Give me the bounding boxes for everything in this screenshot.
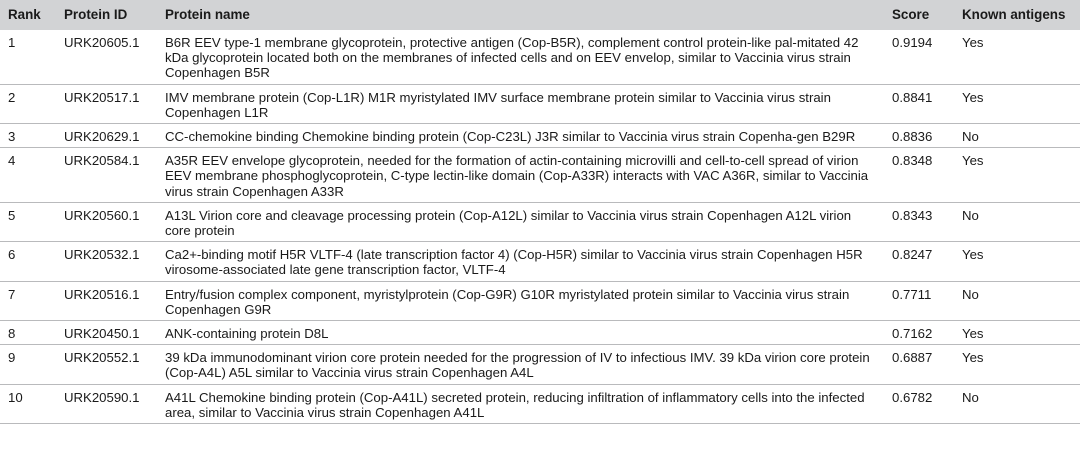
cell-known-antigen: Yes [954, 30, 1080, 84]
cell-rank: 1 [0, 30, 56, 84]
cell-known-antigen: No [954, 202, 1080, 241]
cell-protein-name: CC-chemokine binding Chemokine binding protein (Cop-C23L) J3R similar to Vaccinia virus strain Copenha-gen B29R [157, 124, 884, 148]
cell-protein-name: 39 kDa immunodominant virion core protein needed for the progression of IV to infectious IMV. 39 kDa virion core protein (Cop-A4L) A5L similar to Vaccinia virus strain Copenhagen A4L [157, 345, 884, 384]
cell-score: 0.9194 [884, 30, 954, 84]
cell-score: 0.7162 [884, 321, 954, 345]
table-row [0, 281, 1080, 320]
cell-rank: 5 [0, 202, 56, 241]
cell-protein-id: URK20584.1 [56, 148, 157, 203]
table-row [0, 384, 1080, 423]
header-protein-name: Protein name [165, 7, 250, 23]
cell-score: 0.8348 [884, 148, 954, 203]
cell-rank: 7 [0, 281, 56, 320]
header-protein-id: Protein ID [64, 7, 128, 23]
cell-rank: 3 [0, 124, 56, 148]
cell-known-antigen: Yes [954, 321, 1080, 345]
table-row [0, 30, 1080, 84]
cell-protein-id: URK20552.1 [56, 345, 157, 384]
cell-protein-name: A35R EEV envelope glycoprotein, needed for the formation of actin-containing microvilli and cell-to-cell spread of virion EEV membrane phosphoglycoprotein, C-type lectin-like domain (Cop-A33R) interacts with VAC A36R, similar to Vaccinia virus strain Copenhagen A33R [157, 148, 884, 203]
table-body [0, 30, 1080, 424]
cell-known-antigen: No [954, 124, 1080, 148]
cell-protein-name: ANK-containing protein D8L [157, 321, 884, 345]
table-row [0, 321, 1080, 345]
cell-rank: 4 [0, 148, 56, 203]
cell-protein-id: URK20450.1 [56, 321, 157, 345]
cell-score: 0.6887 [884, 345, 954, 384]
table-header [0, 0, 1080, 30]
cell-rank: 10 [0, 384, 56, 423]
cell-score: 0.7711 [884, 281, 954, 320]
cell-score: 0.8343 [884, 202, 954, 241]
cell-known-antigen: Yes [954, 242, 1080, 281]
cell-rank: 6 [0, 242, 56, 281]
table-row [0, 202, 1080, 241]
cell-protein-name: B6R EEV type-1 membrane glycoprotein, protective antigen (Cop-B5R), complement control protein-like pal-mitated 42 kDa glycoprotein located both on the membranes of infected cells and on EEV envelop, similar to Vaccinia virus strain Copenhagen B5R [157, 30, 884, 84]
table-row [0, 124, 1080, 148]
cell-rank: 2 [0, 84, 56, 123]
table-row [0, 84, 1080, 123]
cell-protein-id: URK20560.1 [56, 202, 157, 241]
cell-score: 0.8841 [884, 84, 954, 123]
cell-known-antigen: Yes [954, 345, 1080, 384]
header-known-antigens: Known antigens [962, 7, 1066, 23]
cell-known-antigen: Yes [954, 148, 1080, 203]
header-row [0, 0, 1080, 30]
cell-rank: 9 [0, 345, 56, 384]
header-rank: Rank [8, 7, 41, 23]
cell-protein-name: A41L Chemokine binding protein (Cop-A41L) secreted protein, reducing infiltration of inflammatory cells into the infected area, similar to Vaccinia virus strain Copenhagen A41L [157, 384, 884, 423]
cell-protein-id: URK20516.1 [56, 281, 157, 320]
table-row [0, 242, 1080, 281]
cell-score: 0.8836 [884, 124, 954, 148]
header-score: Score [892, 7, 930, 23]
cell-protein-name: Ca2+-binding motif H5R VLTF-4 (late transcription factor 4) (Cop-H5R) similar to Vaccinia virus strain Copenhagen H5R virosome-associated late gene transcription factor, VLTF-4 [157, 242, 884, 281]
cell-rank: 8 [0, 321, 56, 345]
table-row [0, 148, 1080, 203]
cell-protein-name: A13L Virion core and cleavage processing protein (Cop-A12L) similar to Vaccinia virus strain Copenhagen A12L virion core protein [157, 202, 884, 241]
cell-protein-id: URK20532.1 [56, 242, 157, 281]
cell-protein-id: URK20590.1 [56, 384, 157, 423]
cell-protein-id: URK20629.1 [56, 124, 157, 148]
cell-score: 0.6782 [884, 384, 954, 423]
table-row [0, 345, 1080, 384]
cell-score: 0.8247 [884, 242, 954, 281]
cell-protein-name: Entry/fusion complex component, myristylprotein (Cop-G9R) G10R myristylated protein similar to Vaccinia virus strain Copenhagen G9R [157, 281, 884, 320]
cell-known-antigen: Yes [954, 84, 1080, 123]
cell-protein-id: URK20605.1 [56, 30, 157, 84]
cell-protein-id: URK20517.1 [56, 84, 157, 123]
cell-known-antigen: No [954, 384, 1080, 423]
cell-protein-name: IMV membrane protein (Cop-L1R) M1R myristylated IMV surface membrane protein similar to Vaccinia virus strain Copenhagen L1R [157, 84, 884, 123]
cell-known-antigen: No [954, 281, 1080, 320]
